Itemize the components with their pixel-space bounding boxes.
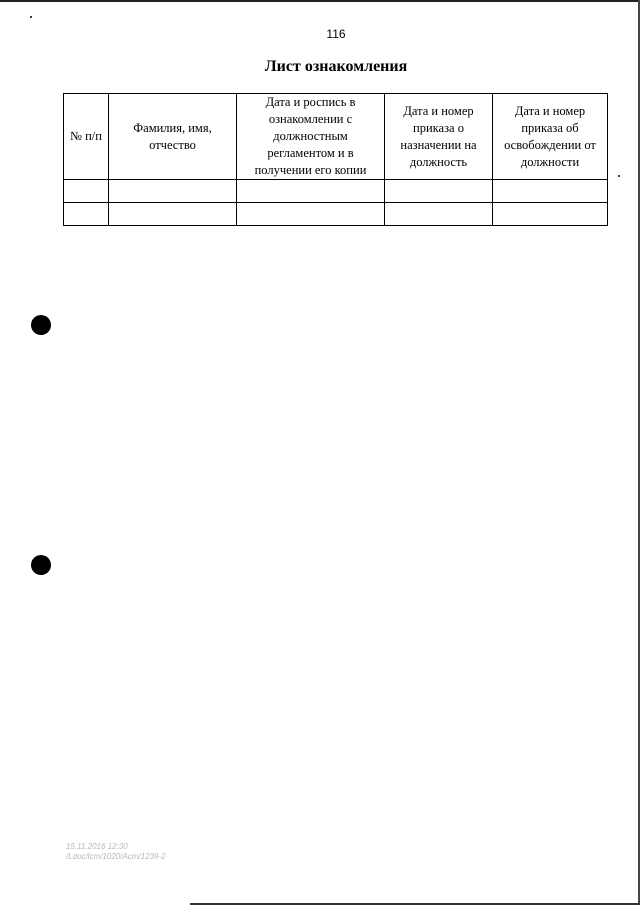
scan-speck	[30, 16, 32, 18]
scan-edge-top	[0, 0, 640, 2]
table-cell	[109, 203, 237, 226]
table-cell	[237, 203, 385, 226]
column-header-number: № п/п	[64, 94, 109, 180]
table-row	[64, 203, 608, 226]
table-cell	[385, 180, 493, 203]
table-cell	[493, 203, 608, 226]
column-header-acknowledgement-date-signature: Дата и роспись в ознакомлении с должностным регламентом и в получении его копии	[237, 94, 385, 180]
page-number: 116	[326, 27, 346, 41]
table-cell	[64, 180, 109, 203]
column-header-appointment-order: Дата и номер приказа о назначении на должность	[385, 94, 493, 180]
table-cell	[493, 180, 608, 203]
table-row	[64, 180, 608, 203]
scan-speck	[618, 175, 620, 177]
table-cell	[237, 180, 385, 203]
footer-stamp-line-1: 15.11.2016 12:30	[66, 842, 128, 851]
column-header-full-name: Фамилия, имя, отчество	[109, 94, 237, 180]
punch-hole	[31, 555, 51, 575]
footer-stamp-line-2: /Ldoc/lcm/1020/Acm/1239-2	[66, 852, 166, 861]
footer-print-stamp	[66, 842, 166, 862]
page-title: Лист ознакомления	[264, 58, 408, 75]
table-cell	[64, 203, 109, 226]
table-header-row	[64, 94, 608, 180]
punch-hole	[31, 315, 51, 335]
acknowledgement-table	[63, 93, 608, 226]
column-header-dismissal-order: Дата и номер приказа об освобождении от должности	[493, 94, 608, 180]
table-cell	[109, 180, 237, 203]
table-cell	[385, 203, 493, 226]
